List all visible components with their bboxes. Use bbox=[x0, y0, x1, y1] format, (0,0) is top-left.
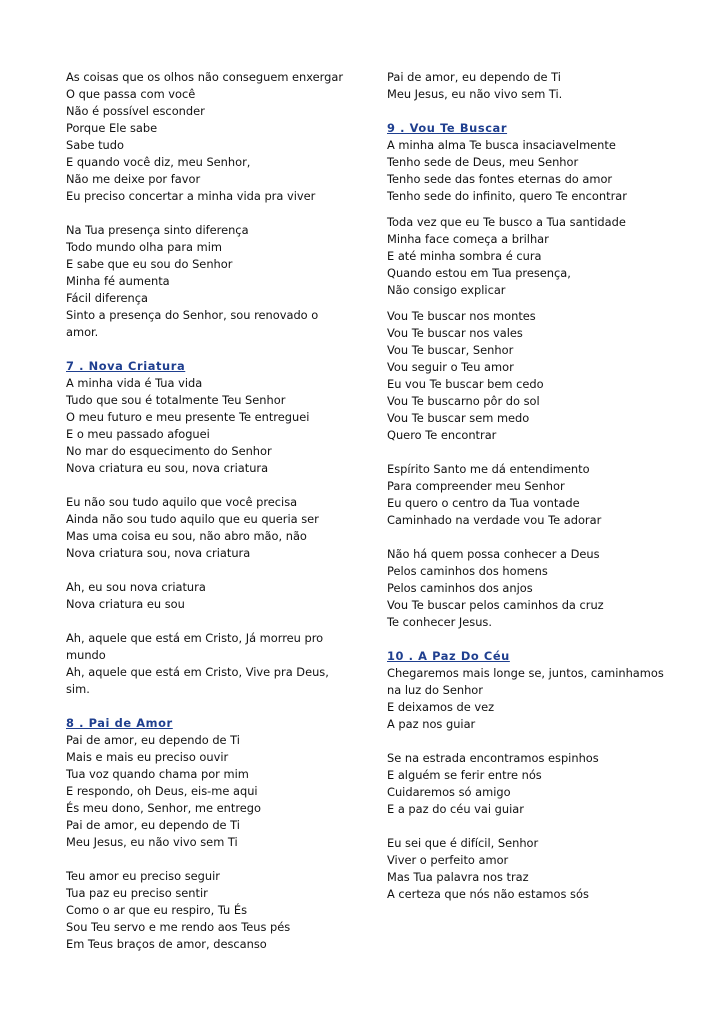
lyric-line: E sabe que eu sou do Senhor bbox=[66, 257, 233, 271]
stanza bbox=[66, 222, 336, 341]
lyric-line: Vou seguir o Teu amor bbox=[387, 360, 514, 374]
lyric-line: A certeza que nós não estamos sós bbox=[387, 887, 589, 901]
stanza bbox=[66, 579, 336, 613]
lyric-line: Tua voz quando chama por mim bbox=[66, 767, 249, 781]
stanza bbox=[66, 630, 336, 698]
lyric-line: No mar do esquecimento do Senhor bbox=[66, 444, 272, 458]
lyric-line: Te conhecer Jesus. bbox=[387, 615, 492, 629]
lyric-line: Quero Te encontrar bbox=[387, 428, 497, 442]
lyric-line: Eu preciso concertar a minha vida pra viver bbox=[66, 189, 316, 203]
stanza bbox=[66, 868, 336, 953]
stanza bbox=[387, 750, 677, 818]
lyric-line: Teu amor eu preciso seguir bbox=[66, 869, 220, 883]
lyric-line: Se na estrada encontramos espinhos bbox=[387, 751, 599, 765]
song-title: 7 . Nova Criatura bbox=[66, 359, 186, 373]
lyric-line: E o meu passado afoguei bbox=[66, 427, 210, 441]
lyric-line: Como o ar que eu respiro, Tu És bbox=[66, 903, 248, 917]
left-column bbox=[66, 69, 344, 970]
lyric-line: Não me deixe por favor bbox=[66, 172, 201, 186]
lyric-line: Ainda não sou tudo aquilo que eu queria ser bbox=[66, 512, 319, 526]
lyric-line: E a paz do céu vai guiar bbox=[387, 802, 524, 816]
lyric-line: Eu vou Te buscar bem cedo bbox=[387, 377, 544, 391]
song-8 bbox=[66, 715, 336, 851]
right-column bbox=[387, 69, 677, 920]
lyric-line: Vou Te buscar pelos caminhos da cruz bbox=[387, 598, 604, 612]
lyric-line: Sabe tudo bbox=[66, 138, 124, 152]
lyric-line: Ah, eu sou nova criatura bbox=[66, 580, 206, 594]
stanza bbox=[66, 69, 344, 205]
lyric-line: Sinto a presença do Senhor, sou renovado o amor. bbox=[66, 308, 319, 339]
lyric-line: Eu quero o centro da Tua vontade bbox=[387, 496, 580, 510]
lyric-line: Vou Te buscar nos vales bbox=[387, 326, 523, 340]
lyric-line: Tenho sede do infinito, quero Te encontrar bbox=[387, 189, 627, 203]
lyric-line: Mas uma coisa eu sou, não abro mão, não bbox=[66, 529, 307, 543]
song-9 bbox=[387, 120, 677, 205]
lyric-line: Ah, aquele que está em Cristo, Vive pra Deus, sim. bbox=[66, 665, 329, 696]
lyric-line: Eu não sou tudo aquilo que você precisa bbox=[66, 495, 298, 509]
lyric-line: E respondo, oh Deus, eis-me aqui bbox=[66, 784, 258, 798]
lyric-line: Tenho sede de Deus, meu Senhor bbox=[387, 155, 579, 169]
song-title: 10 . A Paz Do Céu bbox=[387, 649, 510, 663]
lyric-line: Vou Te buscar, Senhor bbox=[387, 343, 514, 357]
stanza bbox=[387, 835, 677, 903]
stanza bbox=[387, 69, 677, 103]
lyric-line: Tua paz eu preciso sentir bbox=[66, 886, 208, 900]
song-title: 8 . Pai de Amor bbox=[66, 716, 173, 730]
lyric-line: Viver o perfeito amor bbox=[387, 853, 509, 867]
lyric-line: E alguém se ferir entre nós bbox=[387, 768, 542, 782]
lyric-line: És meu dono, Senhor, me entrego bbox=[66, 801, 261, 815]
lyric-line: O que passa com você bbox=[66, 87, 196, 101]
stanza bbox=[66, 494, 336, 562]
stanza bbox=[387, 461, 677, 529]
lyric-line: Ah, aquele que está em Cristo, Já morreu pro mundo bbox=[66, 631, 324, 662]
stanza bbox=[387, 214, 677, 299]
lyric-line: Em Teus braços de amor, descanso bbox=[66, 937, 267, 951]
lyric-line: Eu sei que é difícil, Senhor bbox=[387, 836, 539, 850]
lyric-line: Pelos caminhos dos homens bbox=[387, 564, 548, 578]
stanza bbox=[387, 546, 677, 631]
lyric-line: Minha fé aumenta bbox=[66, 274, 170, 288]
lyric-line: Cuidaremos só amigo bbox=[387, 785, 511, 799]
lyric-line: Tudo que sou é totalmente Teu Senhor bbox=[66, 393, 286, 407]
lyric-line: Sou Teu servo e me rendo aos Teus pés bbox=[66, 920, 291, 934]
lyric-line: Pai de amor, eu dependo de Ti bbox=[387, 70, 561, 84]
lyric-line: Para compreender meu Senhor bbox=[387, 479, 565, 493]
lyric-line: Espírito Santo me dá entendimento bbox=[387, 462, 590, 476]
lyric-line: E deixamos de vez bbox=[387, 700, 495, 714]
lyric-line: Pai de amor, eu dependo de Ti bbox=[66, 733, 240, 747]
lyric-line: Meu Jesus, eu não vivo sem Ti. bbox=[387, 87, 563, 101]
lyric-line: Na Tua presença sinto diferença bbox=[66, 223, 249, 237]
song-title: 9 . Vou Te Buscar bbox=[387, 121, 508, 135]
lyric-line: E até minha sombra é cura bbox=[387, 249, 542, 263]
lyric-line: Não é possível esconder bbox=[66, 104, 205, 118]
lyric-line: Nova criatura eu sou bbox=[66, 597, 185, 611]
lyric-line: Vou Te buscar sem medo bbox=[387, 411, 530, 425]
lyric-line: Quando estou em Tua presença, bbox=[387, 266, 571, 280]
lyric-line: Vou Te buscar nos montes bbox=[387, 309, 536, 323]
stanza bbox=[387, 308, 677, 444]
song-10 bbox=[387, 648, 677, 733]
lyric-line: Minha face começa a brilhar bbox=[387, 232, 549, 246]
lyric-line: Não há quem possa conhecer a Deus bbox=[387, 547, 600, 561]
lyric-line: Vou Te buscarno pôr do sol bbox=[387, 394, 540, 408]
lyric-line: Fácil diferença bbox=[66, 291, 149, 305]
lyric-line: E quando você diz, meu Senhor, bbox=[66, 155, 251, 169]
lyric-line: Nova criatura sou, nova criatura bbox=[66, 546, 251, 560]
lyric-line: Pelos caminhos dos anjos bbox=[387, 581, 533, 595]
lyric-line: Não consigo explicar bbox=[387, 283, 506, 297]
lyric-line: Chegaremos mais longe se, juntos, caminhamos na luz do Senhor bbox=[387, 666, 664, 697]
lyric-line: Mais e mais eu preciso ouvir bbox=[66, 750, 229, 764]
lyric-line: Mas Tua palavra nos traz bbox=[387, 870, 529, 884]
lyric-line: A minha alma Te busca insaciavelmente bbox=[387, 138, 616, 152]
lyric-line: A paz nos guiar bbox=[387, 717, 476, 731]
song-7 bbox=[66, 358, 336, 477]
lyric-line: As coisas que os olhos não conseguem enxergar bbox=[66, 70, 344, 84]
lyric-line: Porque Ele sabe bbox=[66, 121, 158, 135]
lyric-line: Pai de amor, eu dependo de Ti bbox=[66, 818, 240, 832]
lyric-line: Toda vez que eu Te busco a Tua santidade bbox=[387, 215, 626, 229]
lyric-line: Nova criatura eu sou, nova criatura bbox=[66, 461, 269, 475]
lyric-line: O meu futuro e meu presente Te entreguei bbox=[66, 410, 310, 424]
lyric-line: Todo mundo olha para mim bbox=[66, 240, 222, 254]
lyric-line: Tenho sede das fontes eternas do amor bbox=[387, 172, 613, 186]
lyric-line: Caminhado na verdade vou Te adorar bbox=[387, 513, 602, 527]
lyric-line: A minha vida é Tua vida bbox=[66, 376, 203, 390]
lyric-line: Meu Jesus, eu não vivo sem Ti bbox=[66, 835, 238, 849]
